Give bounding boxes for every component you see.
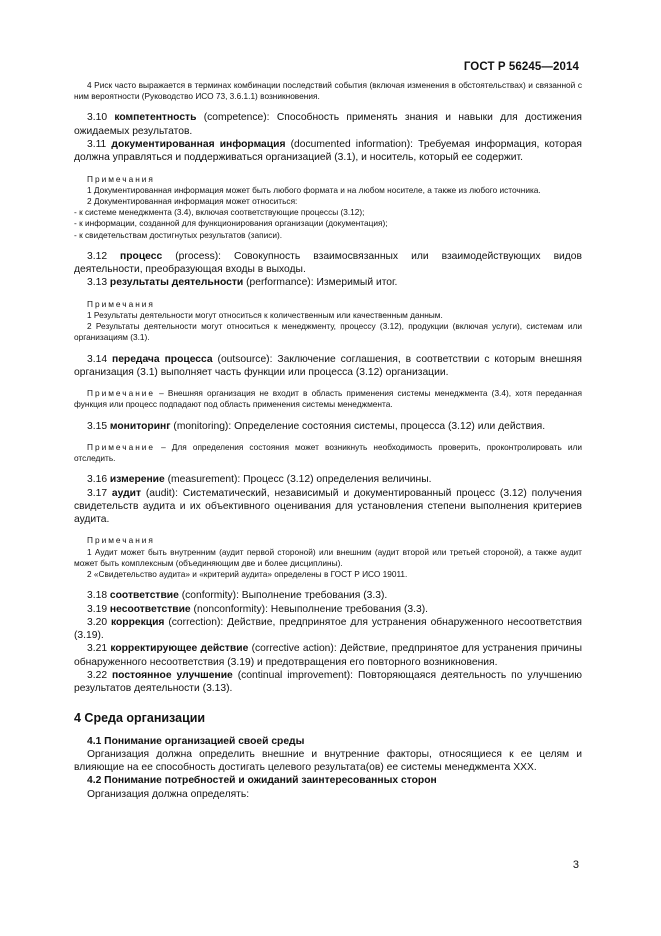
note-item: 2 Документированная информация может относиться: — [87, 196, 298, 206]
note-single: Примечание – Для определения состояния может возникнуть необходимость проверить, проконтролировать или отследить. — [74, 441, 582, 464]
term-3-20: 3.20 коррекция (correction): Действие, предпринятое для устранения обнаруженного несоответствия (3.19). — [74, 616, 582, 642]
term-3-17: 3.17 аудит (audit): Систематический, независимый и документированный процесс (3.12) получения свидетельств аудита и их объективного оценивания для установления степени выполнения критериев аудита. — [74, 487, 582, 526]
subsection-heading: 4.2 Понимание потребностей и ожиданий заинтересованных сторон — [87, 775, 437, 787]
notes-heading: Примечания — [87, 535, 155, 546]
term-3-10: 3.10 компетентность (competence): Способность применять знания и навыки для достижения ожидаемых результатов. — [74, 112, 582, 137]
term-3-16: 3.16 измерение (measurement): Процесс (3.12) определения величины. — [87, 474, 432, 486]
term-3-12: 3.12 процесс (process): Совокупность взаимосвязанных или взаимодействующих видов деятельности, преобразующая входы в выходы. — [74, 250, 582, 276]
term-3-19: 3.19 несоответствие (nonconformity): Невыполнение требования (3.3). — [87, 603, 429, 615]
note-list-item: - к информации, созданной для функционирования организации (документация); — [74, 218, 388, 229]
subsection-heading: 4.1 Понимание организацией своей среды — [87, 735, 305, 747]
note-item: 1 Документированная информация может быть любого формата и на любом носителе, а также из любого источника. — [87, 184, 541, 195]
term-3-22: 3.22 постоянное улучшение (continual improvement): Повторяющаяся деятельность по улучшению результатов деятельности (3.13). — [74, 670, 582, 695]
term-3-15: 3.15 мониторинг (monitoring): Определение состояния системы, процесса (3.12) или действия. — [87, 420, 546, 432]
document-header: ГОСТ Р 56245—2014 — [463, 61, 579, 73]
term-3-14: 3.14 передача процесса (outsource): Заключение соглашения, в соответствии с которым внешняя организация (3.1) выполняет часть функции или процесса (3.12) организации. — [74, 353, 582, 378]
term-3-11: 3.11 документированная информация (documented information): Требуемая информация, которая должна управляться и поддерживаться организацией (3.1), и носитель, который ее содержит. — [74, 139, 582, 164]
term-3-21: 3.21 корректирующее действие (corrective action): Действие, предпринятое для устранения причины обнаруженного несоответствия (3.19) и предотвращения его повторного возникновения. — [74, 643, 582, 668]
note-single: Примечание – Внешняя организация не входит в область применения системы менеджмента (3.4), хотя переданная функция или процесс подпадают под область применения системы менеджмента. — [74, 388, 582, 410]
notes-heading: Примечания — [87, 298, 155, 309]
note-list-item: - к свидетельствам достигнутых результатов (записи). — [74, 229, 283, 240]
notes-heading: Примечания — [87, 173, 155, 184]
page-number: 3 — [572, 859, 579, 871]
body-paragraph: Организация должна определить внешние и внутренние факторы, относящиеся к ее целям и влияющие на ее способность достигать целевого результата(ов) ее системы менеджмента ХХХ. — [74, 748, 582, 774]
term-3-18: 3.18 соответствие (conformity): Выполнение требования (3.3). — [87, 590, 388, 602]
section-heading: 4 Среда организации — [74, 710, 206, 725]
note-item: 1 Результаты деятельности могут относиться к количественным или качественным данным. — [87, 309, 443, 320]
page-content — [74, 80, 582, 801]
term-3-13: 3.13 результаты деятельности (performance): Измеримый итог. — [87, 277, 398, 289]
note-item: 2 «Свидетельство аудита» и «критерий аудита» определены в ГОСТ Р ИСО 19011. — [87, 569, 408, 580]
note-item: 2 Результаты деятельности могут относиться к менеджменту, процессу (3.12), продукции (включая услуги), системам или организациям (3.1). — [74, 321, 582, 343]
note-paragraph: 4 Риск часто выражается в терминах комбинации последствий события (включая изменения в обстоятельствах) и связанной с ним вероятности (Руководство ИСО 73, 3.6.1.1) возникновения. — [74, 80, 582, 102]
body-paragraph: Организация должна определять: — [87, 788, 250, 800]
note-list-item: - к системе менеджмента (3.4), включая соответствующие процессы (3.12); — [74, 207, 365, 218]
note-item: 1 Аудит может быть внутренним (аудит первой стороной) или внешним (аудит второй или третьей стороной), а также аудит может быть комплексным (объединяющим две и более дисциплины). — [74, 546, 582, 568]
